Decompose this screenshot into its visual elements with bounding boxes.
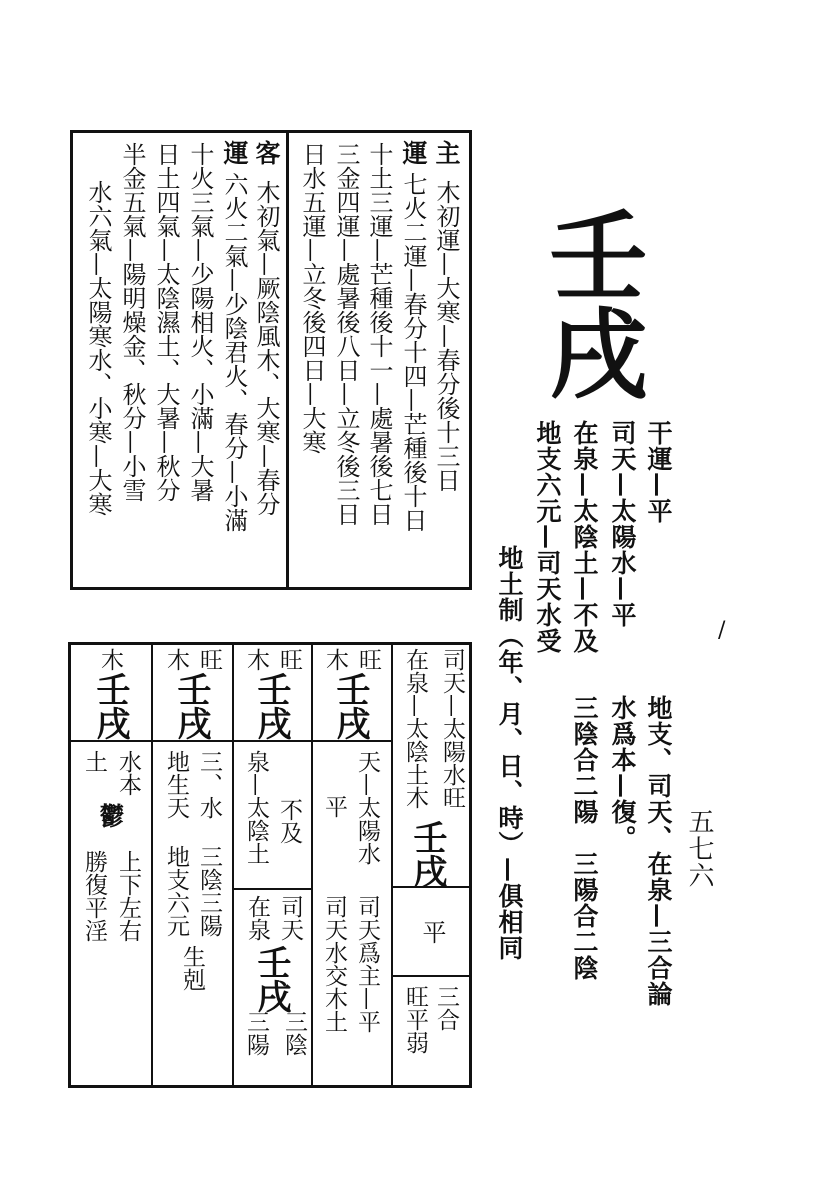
col5-yu: 鬱 [96,803,125,828]
si-tian-line: 司天—太陽水—平 [608,420,637,628]
ke-row-4: 日土四氣—太陰濕土、大暑—秋分 [152,142,180,502]
col3-zai-quan: 在泉 [244,895,270,941]
col-divider-2 [311,642,313,1088]
col3-bu-ji: 不及 [276,798,302,844]
header-row-line [68,740,391,742]
col2-si-tian-jiao: 司天水交木土 [321,895,347,1033]
col3-san-yang: 三陽 [243,1010,269,1056]
ke-yun-header: 運 [220,140,249,165]
col1-san-he: 三合 [433,985,459,1031]
di-zhi-liu-yuan-line: 地支六元—司天水受 [533,420,562,654]
col4-wang: 旺 [196,648,222,671]
col4-sheng-ke: 生剋 [179,945,205,991]
col4-stamp: 壬戌 [171,672,211,740]
zhu-row-2: 七火二運—春分十四—芒種後十日 [399,172,427,532]
ke-header: 客 [252,140,281,165]
zhu-row-1: 木初運—大寒—春分後十三日 [432,180,460,492]
col2-ping: 平 [321,795,347,818]
ke-row-6: 水六氣—太陽寒水、小寒—大寒 [84,180,112,516]
col1-zai-quan: 在泉—太陰土木 [402,648,428,809]
ke-row-1: 木初氣—厥陰風木、大寒—春分 [252,180,280,516]
col5-tu: 土 [81,750,107,773]
note-yin-yang: 三陰合二陽 三陽合二陰 [570,695,599,981]
col4-san-shui: 三、水 [196,750,222,819]
ke-row-5: 半金五氣—陽明燥金、秋分—小雪 [118,142,146,502]
col3-stamp: 壬戌 [251,672,291,740]
col-divider-4 [151,642,153,1088]
col3-quan: 泉—太陰土 [243,750,269,865]
col5-mu: 木 [97,648,123,671]
col3-san-yin: 三陰 [281,1010,307,1056]
page-title: 壬戌 [532,205,648,401]
note-san-he: 地支、司天、在泉—三合論 [644,695,673,1007]
col2-si-tian-zhu: 司天爲主—平 [354,895,380,1033]
col2-mu: 木 [322,648,348,671]
col2-wang: 旺 [355,648,381,671]
table-divider [286,130,289,590]
col3-si-tian: 司天 [277,895,303,941]
col3-low-stamp: 壬戌 [251,945,291,1013]
col1-row-line-2 [391,975,472,977]
col1-si-tian: 司天—太陽水旺 [439,648,465,809]
ke-row-3: 十火三氣—少陽相火、小滿—大暑 [186,142,214,502]
gan-yun-line: 干運—平 [644,420,673,524]
col4-di-sheng-tian: 地生天 [163,750,189,819]
page-number: 五七六 [684,808,714,889]
col1-wang-ping-ruo: 旺平弱 [402,985,428,1054]
note-shui-ben: 水爲本—復。 [608,695,637,851]
col-divider-1 [391,642,393,1088]
col5-shang-xia-zuo-you: 上下左右 [115,850,141,942]
zhu-row-3: 十土三運—芒種後十一—處暑後七日 [365,142,393,526]
col4-mu: 木 [163,648,189,671]
col3-row-line [232,888,311,890]
col-divider-3 [232,642,234,1088]
zhu-header: 主 [432,140,461,165]
zhu-yun-header: 運 [399,140,428,165]
col2-stamp: 壬戌 [330,672,370,740]
col4-san-yin-san-yang: 三陰三陽 [196,845,222,937]
col4-di-zhi-liu-yuan: 地支六元 [163,845,189,937]
col3-wang: 旺 [276,648,302,671]
col5-shui-ben: 水本 [115,750,141,796]
ke-row-2: 六火二氣—少陰君火、春分—小滿 [220,172,248,532]
col5-stamp: 壬戌 [90,672,130,740]
col1-stamp: 壬戌 [407,820,447,888]
zhu-row-4: 三金四運—處暑後八日—立冬後三日 [332,142,360,526]
col2-tian: 天—太陽水 [354,750,380,865]
col3-mu: 木 [243,648,269,671]
col5-sheng-fu-ping-yin: 勝復平淫 [81,850,107,942]
di-tu-zhi-line: 地土制（年、月、日、時）—俱相同 [495,545,524,961]
zhu-row-5: 日水五運—立冬後四日—大寒 [298,142,326,454]
tick-mark: / [718,618,726,643]
zai-quan-line: 在泉—太陰土—不及 [570,420,599,654]
col1-ping: 平 [418,920,446,944]
